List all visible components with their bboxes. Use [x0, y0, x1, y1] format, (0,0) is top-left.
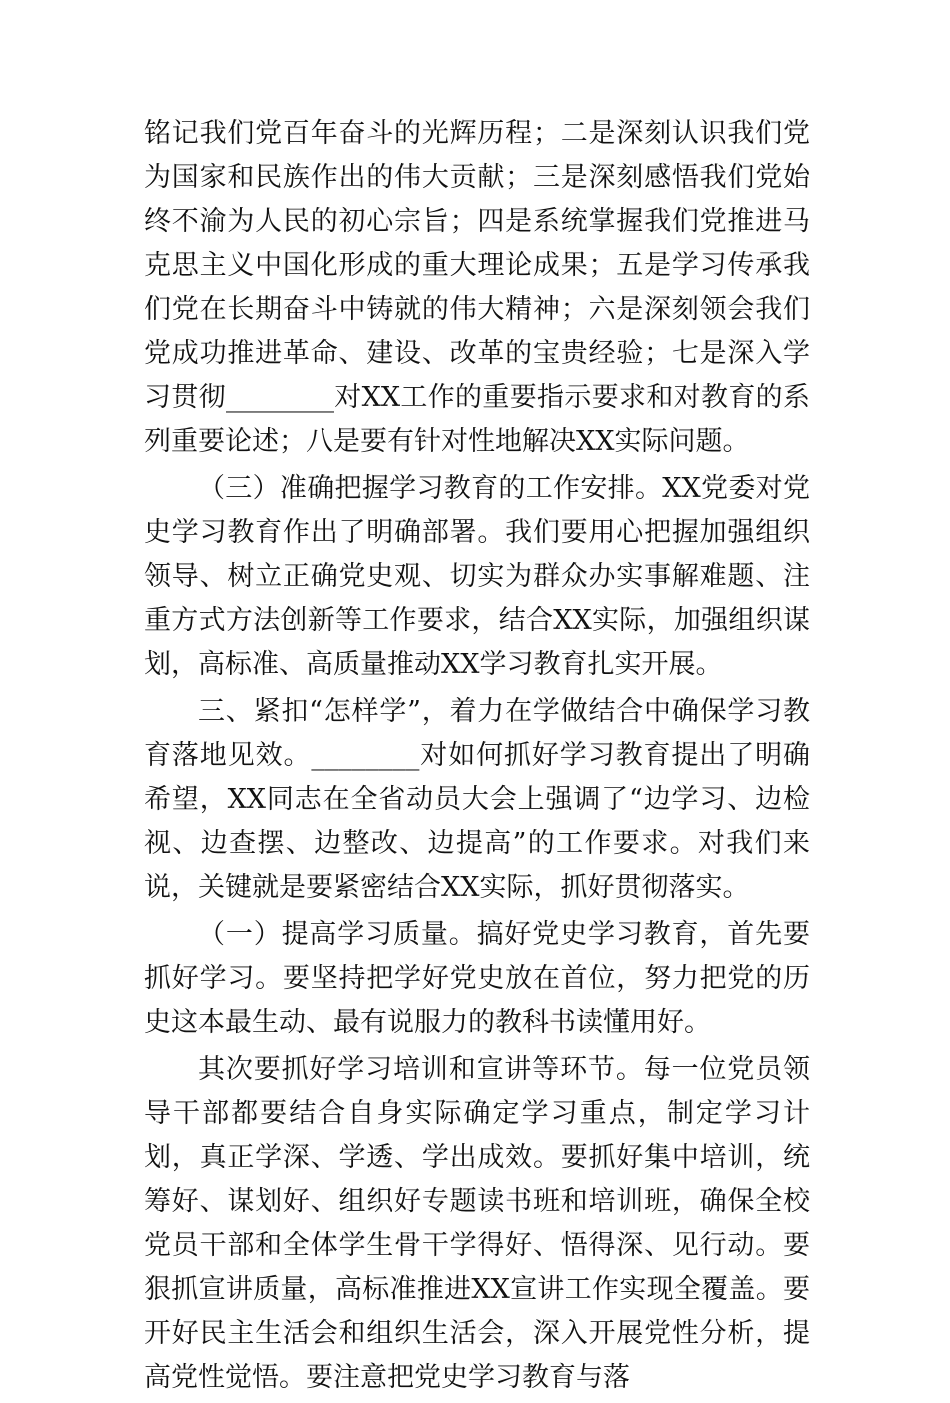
document-body: [144, 112, 810, 1403]
paragraph-4: （一）提高学习质量。搞好党史学习教育，首先要抓好学习。要坚持把学好党史放在首位，努力把党的历史这本最生动、最有说服力的教科书读懂用好。: [144, 919, 810, 1038]
paragraph-3: 三、紧扣“怎样学”，着力在学做结合中确保学习教育落地见效。________对如何抓好学习教育提出了明确希望，XX同志在全省动员大会上强调了“边学习、边检视、边查摆、边整改、边提高”的工作要求。对我们来说，关键就是要紧密结合XX实际，抓好贯彻落实。: [144, 696, 810, 903]
paragraph-2: （三）准确把握学习教育的工作安排。XX党委对党史学习教育作出了明确部署。我们要用心把握加强组织领导、树立正确党史观、切实为群众办实事解难题、注重方式方法创新等工作要求，结合XX实际，加强组织谋划，高标准、高质量推动XX学习教育扎实开展。: [144, 473, 810, 680]
paragraph-5: 其次要抓好学习培训和宣讲等环节。每一位党员领导干部都要结合自身实际确定学习重点，制定学习计划，真正学深、学透、学出成效。要抓好集中培训，统筹好、谋划好、组织好专题读书班和培训班，确保全校党员干部和全体学生骨干学得好、悟得深、见行动。要狠抓宣讲质量，高标准推进XX宣讲工作实现全覆盖。要开好民主生活会和组织生活会，深入开展党性分析，提高党性觉悟。要注意把党史学习教育与落: [144, 1054, 810, 1393]
paragraph-1: 铭记我们党百年奋斗的光辉历程；二是深刻认识我们党为国家和民族作出的伟大贡献；三是深刻感悟我们党始终不渝为人民的初心宗旨；四是系统掌握我们党推进马克思主义中国化形成的重大理论成果；五是学习传承我们党在长期奋斗中铸就的伟大精神；六是深刻领会我们党成功推进革命、建设、改革的宝贵经验；七是深入学习贯彻________对XX工作的重要指示要求和对教育的系列重要论述；八是要有针对性地解决XX实际问题。: [144, 118, 810, 457]
